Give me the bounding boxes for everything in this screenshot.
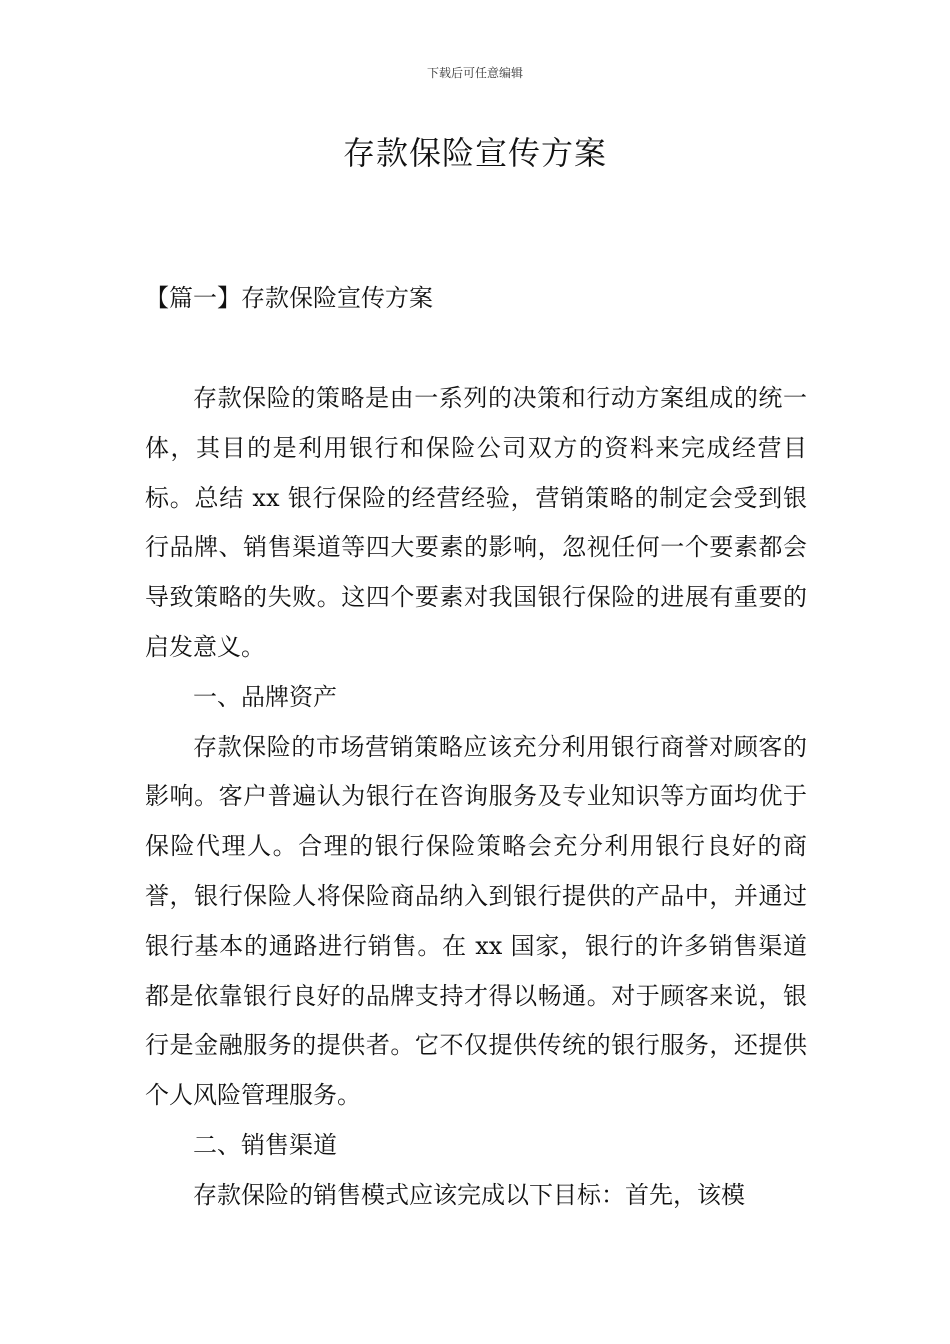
paragraph-intro: 存款保险的策略是由一系列的决策和行动方案组成的统一体，其目的是利用银行和保险公司双方的资料来完成经营目标。总结 xx 银行保险的经营经验，营销策略的制定会受到银行品牌、销售渠道等四大要素的影响，忽视任何一个要素都会导致策略的失败。这四个要素对我国银行保险的进展有重要的启发意义。 <box>145 384 807 661</box>
page-header-note: 下载后可任意编辑 <box>426 66 523 80</box>
section-heading: 【篇一】存款保险宣传方案 <box>145 284 433 312</box>
subheading-brand-assets: 一、品牌资产 <box>193 682 337 711</box>
paragraph-sales-channels: 存款保险的销售模式应该完成以下目标：首先，该模 <box>193 1180 745 1209</box>
subheading-sales-channels: 二、销售渠道 <box>193 1130 337 1159</box>
document-body <box>145 374 807 1221</box>
paragraph-brand-assets: 存款保险的市场营销策略应该充分利用银行商誉对顾客的影响。客户普遍认为银行在咨询服务及专业知识等方面均优于保险代理人。合理的银行保险策略会充分利用银行良好的商誉，银行保险人将保险商品纳入到银行提供的产品中，并通过银行基本的通路进行销售。在 xx 国家，银行的许多销售渠道都是依靠银行良好的品牌支持才得以畅通。对于顾客来说，银行是金融服务的提供者。它不仅提供传统的银行服务，还提供个人风险管理服务。 <box>145 732 807 1110</box>
document-title: 存款保险宣传方案 <box>342 134 607 172</box>
